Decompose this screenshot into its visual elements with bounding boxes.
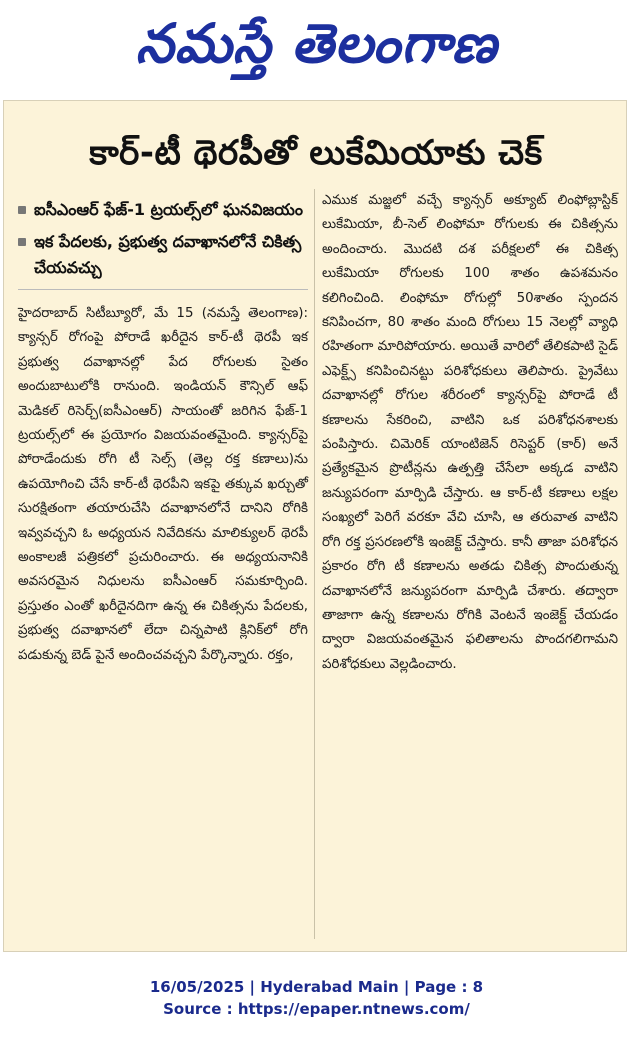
bullet-item (18, 229, 308, 281)
bullet-item (18, 197, 308, 223)
article-headline: కార్-టీ థెరపీతో లుకేమియాకు చెక్ (89, 133, 543, 173)
left-column (18, 197, 308, 668)
bullet-square-icon (18, 206, 26, 214)
edition-info: 16/05/2025 | Hyderabad Main | Page : 8 (149, 978, 484, 996)
source-link[interactable]: Source : https://epaper.ntnews.com/ (163, 1000, 470, 1018)
masthead (0, 0, 633, 98)
column-divider (314, 189, 315, 939)
left-body-text: హైదరాబాద్ సిటీబ్యూరో, మే 15 (నమస్తే తెలంగాణ): క్యాన్సర్ రోగంపై పోరాడే ఖరీదైన కార్-టీ థెరపీ ఇక ప్రభుత్వ దవాఖానల్లో పేద రోగులకు సైతం అందుబాటులోకి రానుంది. ఇండియన్ కౌన్సిల్ ఆఫ్ మెడికల్ రిసెర్చ్(ఐసీఎంఆర్) సాయంతో జరిగిన ఫేజ్-1 ట్రయల్స్‌లో ఈ ప్రయోగం విజయవంతమైంది. క్యాన్సర్‌పై పోరాడేందుకు రోగి టీ సెల్స్ (తెల్ల రక్త కణాలు)ను ఉపయోగించి చేసే కార్-టీ థెరపీని ఇకపై తక్కువ ఖర్చుతో సురక్షితంగా తయారుచేసి దవాఖానలోనే దానిని రోగికి ఇవ్వవచ్చని ఓ అధ్యయన నివేదికను మాలిక్యులర్ థెరపీ అంకాలజీ పత్రికలో ప్రచురించారు. ఈ అధ్యయనానికి అవసరమైన నిధులను ఐసీఎంఆర్ సమకూర్చింది. ప్రస్తుతం ఎంతో ఖరీదైనదిగా ఉన్న ఈ చికిత్సను పేదలకు, ప్రభుత్వ దవాఖానలో లేదా చిన్నపాటి క్లినిక్‌లో రోగి పడుకున్న బెడ్ పైనే అందించవచ్చని పేర్కొన్నారు. రక్తం, (18, 306, 308, 663)
article-clipping (3, 100, 627, 952)
bullets-divider (18, 289, 308, 290)
bullet-text: ఐసీఎంఆర్ ఫేజ్-1 ట్రయల్స్‌లో ఘనవిజయం (34, 200, 303, 219)
bullet-text: ఇక పేదలకు, ప్రభుత్వ దవాఖానలోనే చికిత్స చేయవచ్చు (34, 232, 302, 277)
bullet-square-icon (18, 238, 26, 246)
right-body-text: ఎముక మజ్జలో వచ్చే క్యాన్సర్ అక్యూట్ లింఫోబ్లాస్టిక్ లుకేమియా, బీ-సెల్ లింఫోమా రోగులకు ఈ చికిత్సను అందించారు. మొదటి దశ పరీక్షలలో ఈ చికిత్స లుకేమియా రోగులకు 100 శాతం ఉపశమనం కలిగించింది. లింఫోమా రోగుల్లో 50శాతం స్పందన కనిపించగా, 80 శాతం మంది రోగులు 15 నెలల్లో వ్యాధి రహితంగా మారిపోయారు. అయితే వారిలో తేలికపాటి సైడ్ ఎఫెక్ట్స్ కనిపించినట్టు పరిశోధకులు తెలిపారు. ప్రైవేటు దవాఖానల్లో రోగుల శరీరంలో క్యాన్సర్‌పై పోరాడే టీ కణాలను సేకరించి, వాటిని ఒక పరిశోధనశాలకు పంపిస్తారు. చిమెరిక్ యాంటిజెన్ రిసెప్టర్ (కార్) అనే ప్రత్యేకమైన ప్రొటీన్లను ఉత్పత్తి చేసేలా అక్కడ వాటిని జన్యుపరంగా మార్పిడి చేస్తారు. ఆ కార్-టీ కణాలు లక్షల సంఖ్యలో పెరిగే వరకూ వేచి చూసి, ఆ తరువాత వాటిని రోగి రక్త ప్రసరణలోకి ఇంజెక్ట్ చేస్తారు. కానీ తాజా పరిశోధన ప్రకారం రోగి టీ కణాలను అతడు చికిత్స పొందుతున్న దవాఖానలోనే జన్యుపరంగా మార్పిడి చేశారు. తద్వారా తాజాగా ఉన్న కణాలను రోగికి వెంటనే ఇంజెక్ట్ చేయడం ద్వారా విజయవంతమైన ఫలితాలను పొందగలిగామని పరిశోధకులు వెల్లడించారు. (322, 193, 618, 672)
right-column (322, 189, 618, 677)
page-footer (0, 976, 633, 1020)
newspaper-logo: నమస్తే తెలంగాణ (135, 12, 498, 75)
highlight-bullets (18, 197, 308, 281)
